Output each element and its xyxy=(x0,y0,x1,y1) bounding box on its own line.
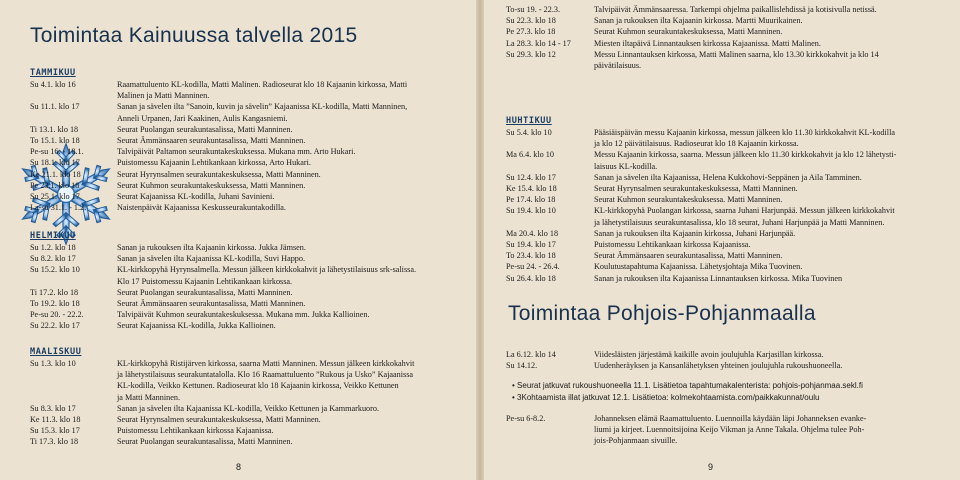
schedule-row xyxy=(30,242,472,253)
event-description: Raamattuluento KL-kodilla, Matti Malinen. Radioseurat klo 18 Kajaanin kirkossa, Matti xyxy=(117,80,408,89)
event-description: Talvipäivät Paltamon seurakuntakeskuksessa. Mukana mm. Arto Hukari. xyxy=(117,147,356,157)
event-description: Sanan ja rukouksen ilta Kajaanin kirkossa. Martti Muurikainen. xyxy=(594,16,803,26)
event-description: KL-kirkkopyhä Puolangan kirkossa, saarna Juhani Harjunpää. Messun jälkeen kirkkokahvit xyxy=(594,206,895,216)
bullet-icon: • xyxy=(512,381,518,390)
schedule-row xyxy=(506,60,952,71)
event-description: Miesten iltapäivä Linnantauksen kirkossa Kajaanissa. Matti Malinen. xyxy=(594,38,821,48)
page-number: 9 xyxy=(708,462,714,472)
event-date: To 19.2. klo 18 xyxy=(30,299,80,308)
event-date: Su 15.2. klo 10 xyxy=(30,265,80,275)
event-date: Su 19.4. klo 17 xyxy=(506,240,556,249)
event-description: ja lähetystilaisuus seurakuntatalolla. Klo 16 Raamattuluento ”Rukous ja Usko” Kajaanissa xyxy=(117,370,414,380)
schedule-row xyxy=(30,358,472,369)
page-title: Toimintaa Kainuussa talvella 2015 xyxy=(30,24,358,47)
event-description: Uudenheräyksen ja Kansanlähetyksen yhteinen joulujuhla rukoushuoneella. xyxy=(594,361,843,371)
schedule-row xyxy=(30,90,472,101)
event-description: Seurat Puolangan seurakuntasalissa, Matti Manninen. xyxy=(117,437,293,447)
event-date: Ke 11.3. klo 18 xyxy=(30,415,81,424)
event-date: Pe 17.4. klo 18 xyxy=(506,195,556,205)
event-description: Anneli Urpanen, Jari Kaakinen, Aulis Kangasniemi. xyxy=(117,113,288,123)
schedule-row xyxy=(30,414,472,425)
schedule-row xyxy=(506,161,952,172)
schedule-row xyxy=(506,349,952,360)
schedule-row xyxy=(30,392,472,403)
schedule-row xyxy=(506,183,952,194)
right-page xyxy=(482,0,960,480)
event-description: Pääsiäispäivän messu Kajaanin kirkossa, messun jälkeen klo 11.30 kirkkokahvit KL-kodilla xyxy=(594,128,895,137)
event-date: Pe 27.3. klo 18 xyxy=(506,27,556,37)
event-description: Sanan ja sävelen ilta Kajaanissa, Helena Kukkohovi-Seppänen ja Aila Tamminen. xyxy=(594,172,862,182)
event-description: Seurat Kuhmon seurakuntakeskuksessa. Matti Manninen. xyxy=(594,195,783,205)
event-description: Puistomessu Kajaanin Lehtikankaan kirkossa, Arto Hukari. xyxy=(117,158,311,168)
event-description: Seurat Kajaanissa KL-kodilla, Jukka Kallioinen. xyxy=(117,321,276,331)
event-description: Viidesläisten järjestämä kaikille avoin joulujuhla Karjasillan kirkossa. xyxy=(594,350,824,359)
event-description: Sanan ja sävelen ilta ”Sanoin, kuvin ja sävelin” Kajaanissa KL-kodilla, Matti Manninen, xyxy=(117,102,408,112)
bullet-icon: • xyxy=(512,392,518,402)
event-description: Naistenpäivät Kajaanissa Keskusseurakuntakodilla. xyxy=(117,203,286,213)
schedule-row xyxy=(506,38,952,49)
left-page xyxy=(0,0,478,480)
event-date: Su 8.2. klo 17 xyxy=(30,254,76,264)
event-date: Su 8.3. klo 17 xyxy=(30,403,76,413)
schedule-row xyxy=(30,180,472,191)
event-description: Seurat Ämmänsaaren seurakuntasalissa, Matti Manninen. xyxy=(117,136,306,145)
event-description: Sanan ja sävelen ilta Kajaanissa KL-kodilla, Suvi Happo. xyxy=(117,254,306,264)
event-date: Pe-su 20. - 22.2. xyxy=(30,310,84,320)
month-heading: MAALISKUU xyxy=(30,347,82,357)
schedule-row xyxy=(506,172,952,183)
event-date: Su 26.4. klo 18 xyxy=(506,273,556,283)
event-date: Su 22.2. klo 17 xyxy=(30,321,80,331)
section-title: Toimintaa Pohjois-Pohjanmaalla xyxy=(508,302,816,325)
bullet-text: 3Kohtaamista illat jatkuvat 12.1. Lisätietoa: kolmekohtaamista.com/paikkakunnat/oulu xyxy=(517,392,820,402)
month-heading: HUHTIKUU xyxy=(506,116,552,126)
event-description: Talvipäivät Ämmänsaaressa. Tarkempi ohjelma paikallislehdissä ja kotisivulla netissä. xyxy=(594,5,877,14)
bullet-item xyxy=(512,381,952,390)
schedule-row xyxy=(506,4,952,15)
event-date: Ma 6.4. klo 10 xyxy=(506,150,554,160)
event-date: Ti 17.3. klo 18 xyxy=(30,437,79,447)
event-date: Ke 21.1. klo 18 xyxy=(30,169,81,179)
schedule-row xyxy=(506,239,952,250)
event-description: Klo 17 Puistomessu Kajaanin Lehtikankaan kirkossa. xyxy=(117,276,293,286)
schedule-row xyxy=(30,320,472,331)
schedule-row xyxy=(506,360,952,371)
event-description: Seurat Puolangan seurakuntasalissa, Matti Manninen. xyxy=(117,124,293,134)
event-date: Su 22.3. klo 18 xyxy=(506,16,556,26)
schedule-row xyxy=(506,138,952,149)
event-date: Su 1.3. klo 10 xyxy=(30,359,76,368)
schedule-row xyxy=(506,26,952,37)
bullet-item xyxy=(512,393,952,402)
event-description: Koulutustapahtuma Kajaanissa. Lähetysjohtaja Mika Tuovinen. xyxy=(594,262,803,272)
event-date: Ti 17.2. klo 18 xyxy=(30,287,79,297)
event-description: Seurat Kuhmon seurakuntakeskuksessa, Matti Manninen. xyxy=(117,180,306,190)
schedule-row xyxy=(506,217,952,228)
event-date: Su 25.1. klo 17 xyxy=(30,192,80,201)
event-description: Seurat Hyrynsalmen seurakuntakeskuksessa, Matti Manninen. xyxy=(117,169,321,179)
event-date: La-su 31.1. - 1.2. xyxy=(30,203,87,213)
event-date: Su 12.4. klo 17 xyxy=(506,172,556,182)
schedule-row xyxy=(30,276,472,287)
event-date: Su 5.4. klo 10 xyxy=(506,128,552,137)
schedule-row xyxy=(30,135,472,146)
event-description: ja klo 12 päivätilaisuus. Radioseurat klo 18 Kajaanin kirkossa. xyxy=(594,139,799,149)
event-description: Messu Kajaanin kirkossa, saarna. Messun jälkeen klo 11.30 kirkkokahvit ja klo 12 lähetysti- xyxy=(594,150,897,160)
event-description: Seurat Kajaanissa KL-kodilla, Juhani Savinieni. xyxy=(117,192,275,201)
event-date: Su 4.1. klo 16 xyxy=(30,80,76,89)
event-date: Ke 15.4. klo 18 xyxy=(506,184,557,193)
event-date: Ti 13.1. klo 18 xyxy=(30,124,79,134)
schedule-row xyxy=(506,261,952,272)
event-date: Pe 23.1. klo 18 xyxy=(30,180,80,190)
event-description: liumi ja kirjeet. Luennoitsijoina Keijo Vikman ja Anne Takala. Ohjelma tulee Poh- xyxy=(594,425,865,435)
schedule-row xyxy=(506,228,952,239)
event-date: To 15.1. klo 18 xyxy=(30,136,80,145)
schedule-row xyxy=(30,298,472,309)
event-description: Seurat Kuhmon seurakuntakeskuksessa, Matti Manninen. xyxy=(594,27,783,37)
event-description: KL-kodilla, Veikko Kettunen. Radioseurat klo 18 Kajaanin kirkossa, Veikko Kettunen xyxy=(117,381,399,391)
schedule-row xyxy=(30,380,472,391)
event-description: Talvipäivät Kuhmon seurakuntakeskuksessa. Mukana mm. Jukka Kallioinen. xyxy=(117,310,370,320)
schedule-row xyxy=(506,149,952,160)
event-date: Pe-su 16. - 18.1. xyxy=(30,147,84,157)
month-heading: TAMMIKUU xyxy=(30,68,76,78)
event-date: Su 15.3. klo 17 xyxy=(30,426,80,436)
event-date: Su 18.1. klo 17 xyxy=(30,158,80,168)
bullet-text: Seurat jatkuvat rukoushuoneella 11.1. Lisätietoa tapahtumakalenterista: pohjois-pohjanmaa.sekl.fi xyxy=(517,381,863,390)
schedule-row xyxy=(506,15,952,26)
schedule-row xyxy=(30,403,472,414)
event-description: KL-kirkkopyhä Hyrynsalmella. Messun jälkeen kirkkokahvit ja lähetystilaisuus srk-salissa. xyxy=(117,265,417,275)
event-description: Puistomessu Lehtikankaan kirkossa Kajaanissa. xyxy=(594,240,751,249)
event-description: Sanan ja rukouksen ilta Kajaanin kirkossa. Jukka Jämsen. xyxy=(117,243,306,252)
event-description: laisuus KL-kodilla. xyxy=(594,161,658,171)
event-date: To 23.4. klo 18 xyxy=(506,251,556,261)
schedule-row xyxy=(30,264,472,275)
schedule-row xyxy=(30,101,472,112)
event-description: Seurat Ämmänsaaren seurakuntasalissa, Matti Manninen. xyxy=(117,299,306,308)
month-heading: HELMIKUU xyxy=(30,231,76,241)
page-number: 8 xyxy=(236,462,242,472)
schedule-row xyxy=(30,436,472,447)
event-description: Seurat Puolangan seurakuntasalissa, Matti Manninen. xyxy=(117,287,293,297)
schedule-row xyxy=(30,157,472,168)
event-date: La 28.3. klo 14 - 17 xyxy=(506,38,571,48)
schedule-row xyxy=(30,113,472,124)
event-date: To-su 19. - 22.3. xyxy=(506,5,561,14)
event-description: jois-Pohjanmaan sivuille. xyxy=(594,436,678,446)
schedule-row xyxy=(30,369,472,380)
event-description: Seurat Ämmänsaaren seurakuntasalissa, Matti Manninen. xyxy=(594,251,783,261)
event-date: Ma 20.4. klo 18 xyxy=(506,228,559,238)
schedule-row xyxy=(506,250,952,261)
schedule-row xyxy=(30,79,472,90)
event-description: Seurat Hyrynsalmen seurakuntakeskuksessa, Matti Manninen. xyxy=(594,184,798,193)
event-description: Sanan ja rukouksen ilta Kajaanissa Linnantauksen kirkossa. Mika Tuovinen xyxy=(594,273,843,283)
event-description: Sanan ja sävelen ilta Kajaanissa KL-kodilla, Veikko Kettunen ja Kammarkuoro. xyxy=(117,403,379,413)
event-description: Messu Linnantauksen kirkossa, Matti Malinen saarna, klo 13.30 kirkkokahvit ja klo 14 xyxy=(594,49,879,59)
event-description: KL-kirkkopyhä Ristijärven kirkossa, saarna Matti Manninen. Messun jälkeen kirkkokahvit xyxy=(117,359,415,368)
event-description: Puistomessu Lehtikankaan kirkossa Kajaanissa. xyxy=(117,426,274,436)
event-description: päivätilaisuus. xyxy=(594,61,642,70)
schedule-row xyxy=(506,273,952,284)
schedule-row xyxy=(30,253,472,264)
schedule-row xyxy=(506,49,952,60)
schedule-row xyxy=(30,425,472,436)
schedule-row xyxy=(506,127,952,138)
schedule-row xyxy=(30,191,472,202)
event-date: Su 14.12. xyxy=(506,361,538,371)
event-description: ja lähetystilaisuus seurakuntasalissa, klo 18 seurat, Juhani Harjunpää ja Matti Manninen. xyxy=(594,217,885,227)
schedule-row xyxy=(30,146,472,157)
schedule-row xyxy=(30,202,472,213)
event-date: Su 29.3. klo 12 xyxy=(506,49,556,59)
event-date: Su 11.1. klo 17 xyxy=(30,102,80,112)
schedule-row xyxy=(30,309,472,320)
schedule-row xyxy=(506,194,952,205)
schedule-row xyxy=(506,205,952,216)
event-date: Su 19.4. klo 10 xyxy=(506,206,556,216)
event-description: ja Matti Manninen. xyxy=(117,392,180,402)
schedule-row xyxy=(30,287,472,298)
event-date: Su 1.2. klo 18 xyxy=(30,243,76,252)
event-date: Pe-su 6-8.2. xyxy=(506,414,546,423)
event-description: Sanan ja rukouksen ilta Kajaanin kirkossa, Juhani Harjunpää. xyxy=(594,228,796,238)
event-description: Malinen ja Matti Manninen. xyxy=(117,91,210,101)
schedule-row xyxy=(30,124,472,135)
schedule-row xyxy=(30,169,472,180)
event-description: Johanneksen elämä Raamattuluento. Luennoilla käydään läpi Johanneksen evanke- xyxy=(594,414,867,423)
event-description: Seurat Hyrynsalmen seurakuntakeskuksessa, Matti Manninen. xyxy=(117,415,321,424)
event-date: La 6.12. klo 14 xyxy=(506,350,556,359)
event-date: Pe-su 24. - 26.4. xyxy=(506,262,560,272)
